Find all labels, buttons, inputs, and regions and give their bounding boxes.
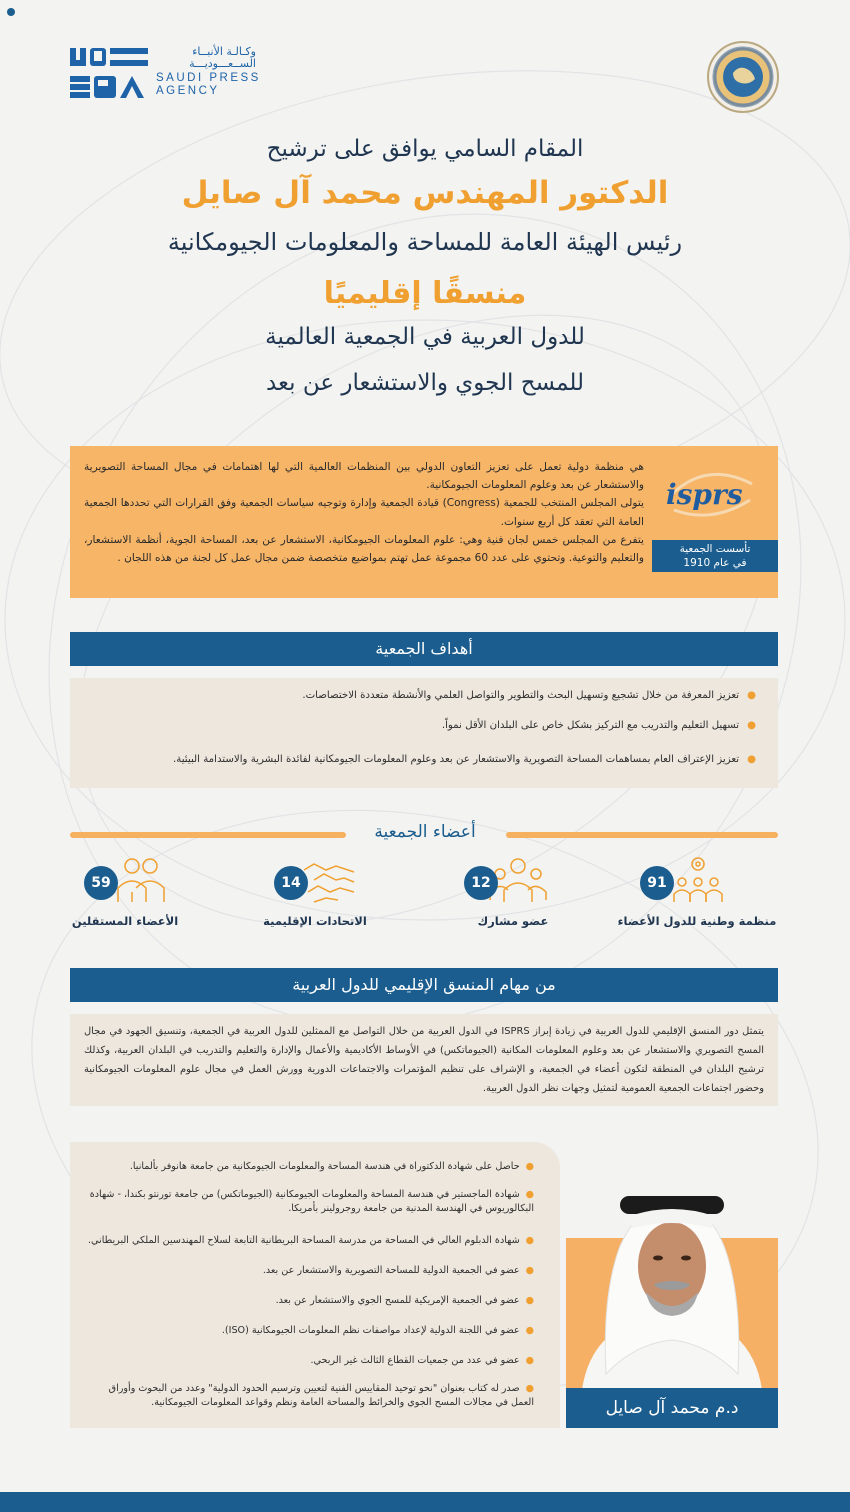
authority-seal-logo [706, 40, 780, 114]
isprs-info-box [70, 446, 778, 598]
title-position: رئيس الهيئة العامة للمساحة والمعلومات الجيومكانية [167, 228, 683, 256]
bullet-icon: ● [747, 720, 756, 731]
founded-badge [652, 540, 778, 572]
bullet-icon: ● [747, 690, 756, 701]
bullet-icon: ● [525, 1295, 534, 1306]
bio-item: ●عضو في عدد من جمعيات القطاع الثالث غير الربحي. [310, 1355, 534, 1366]
spa-logo [68, 44, 261, 106]
footer-bar [0, 1492, 850, 1512]
member-count: 91 [640, 866, 674, 900]
members-divider-left [70, 832, 346, 838]
organization-icon [668, 856, 728, 906]
goal-item: ●تعزيز المعرفة من خلال تشجيع وتسهيل البحث والتطوير والتواصل العلمي والأنشطة متعددة الاختصاصات. [302, 690, 756, 701]
isprs-paragraph-3: يتفرع من المجلس خمس لجان فنية وهي: علوم المعلومات الجيومكانية، الاستشعار عن بعد، المساحة الجوية، أنظمة الاستشعار، والتعليم والتوعية. وتحتوي على عدد 60 مجموعة عمل تهتم بمواضيع متخصصة ضمن مجال عمل كل لجنة من هذه اللجان . [84, 533, 644, 565]
isprs-logo-text: isprs [666, 478, 743, 511]
members-title: أعضاء الجمعية [374, 822, 476, 842]
founded-line2: في عام 1910 [683, 557, 747, 569]
spa-english-line2: AGENCY [156, 85, 220, 97]
bullet-icon: ● [747, 754, 756, 765]
bullet-icon: ● [525, 1325, 534, 1336]
goals-header: أهداف الجمعية [70, 632, 778, 666]
member-stat-independent [40, 856, 210, 936]
title-line-1: المقام السامي يوافق على ترشيح [266, 136, 584, 162]
member-label: منظمة وطنية للدول الأعضاء [617, 914, 777, 928]
member-label: عضو مشارك [477, 914, 549, 928]
isprs-logo [666, 474, 756, 518]
spa-english-line1: SAUDI PRESS [156, 72, 261, 84]
isprs-paragraph-1: هي منظمة دولية تعمل على تعزيز التعاون الدولي بين المنظمات العالمية التي لها اهتمامات في مجال المساحة التصويرية والاستشعار عن بعد وعلوم المعلومات الجيومكانية. [84, 461, 644, 492]
members-divider-right [506, 832, 778, 838]
isprs-paragraph-2: يتولى المجلس المنتخب للجمعية (Congress) قيادة الجمعية وإدارة وتوجيه سياسات الجمعية وفق القرارات التي تحددها الجمعية العامة التي تعقد كل أربع سنوات. [84, 497, 645, 528]
person-name-plate: د.م محمد آل صايل [566, 1388, 778, 1428]
bullet-icon: ● [525, 1383, 534, 1394]
handshake-icon [300, 856, 360, 906]
bio-item: ●حاصل على شهادة الدكتوراة في هندسة المساحة والمعلومات الجيومكانية من جامعة هانوفر بألمانيا. [129, 1161, 534, 1172]
bio-item: ●عضو في الجمعية الدولية للمساحة التصويرية والاستشعار عن بعد. [262, 1265, 534, 1276]
isprs-description [84, 458, 644, 567]
member-label: الاتحادات الإقليمية [263, 914, 367, 928]
bullet-icon: ● [525, 1265, 534, 1276]
spa-mark-icon [68, 46, 150, 102]
goals-box [70, 678, 778, 788]
bullet-icon: ● [525, 1189, 534, 1200]
bullet-icon: ● [525, 1161, 534, 1172]
title-line-5: للدول العربية في الجمعية العالمية [265, 324, 585, 350]
spa-arabic-name [156, 46, 256, 70]
member-count: 14 [274, 866, 308, 900]
member-count: 12 [464, 866, 498, 900]
spa-english-name [156, 72, 266, 98]
team-icon [110, 856, 170, 906]
tasks-description: يتمثل دور المنسق الإقليمي للدول العربية في زيادة إبراز ISPRS في الدول العربية من خلال التواصل مع الممثلين للدول العربية في الجمعية، وتنسيق الجهود في مجال المسح التصويري والاستشعار عن بعد وعلوم المعلومات المكانية (الجيوماتكس) في الأوساط الأكاديمية والأعمال والإدارة والتعليم والتدريب في البلدان العربية، وكذلك ترشيح البلدان في المنطقة لتكون أعضاء في الجمعية، و الإشراف على تنظيم المؤتمرات والاجتماعات الدورية وورش العمل في مجال علوم المعلومات الجيومكانية وحضور اجتماعات الجمعية العمومية لتمثيل وجهات نظر الدول العربية. [84, 1026, 764, 1094]
bio-item: ●شهادة الماجستير في هندسة المساحة والمعلومات الجيومكانية (الجيوماتكس) من جامعة تورنتو بكندا، - شهادة البكالوريوس في الهندسة المدنية من جامعة روجرولينر بأمريكا. [89, 1189, 534, 1214]
tasks-box [70, 1014, 778, 1106]
member-label: الأعضاء المستقلين [71, 914, 179, 928]
spa-arabic-line1: وكـالـة الأنبــاء [192, 45, 256, 58]
bio-box [70, 1142, 560, 1428]
member-stat-organizations [612, 856, 782, 936]
member-stat-participants [428, 856, 598, 936]
tasks-header: من مهام المنسق الإقليمي للدول العربية [70, 968, 778, 1002]
portrait-photo [576, 1174, 768, 1390]
title-role: منسقًا إقليميًا [323, 276, 527, 311]
bio-item: ●عضو في اللجنة الدولية لإعداد مواصفات نظم المعلومات الجيومكانية (ISO). [221, 1325, 534, 1336]
goal-item: ●تعزيز الإعتراف العام بمساهمات المساحة التصويرية والاستشعار عن بعد وعلوم المعلومات الجيومكانية لفائدة البشرية والاستدامة البيئية. [173, 754, 756, 765]
title-name: الدكتور المهندس محمد آل صايل [181, 175, 669, 211]
member-count: 59 [84, 866, 118, 900]
spa-arabic-line2: الســعـــوديـــة [189, 57, 256, 70]
bio-item: ●شهادة الدبلوم العالي في المساحة من مدرسة المساحة البريطانية التابعة لسلاح المهندسين الملكي البريطاني. [87, 1235, 534, 1246]
goal-item: ●تسهيل التعليم والتدريب مع التركيز بشكل خاص على البلدان الأقل نمواً. [441, 720, 756, 731]
member-stat-unions [230, 856, 400, 936]
bio-item: ●صدر له كتاب بعنوان "نحو توحيد المقاييس الفنية لتعيين وترسيم الحدود الدولية" وعدد من البحوث وأوراق العمل في مجالات المسح الجوي والخرائط والمساحة العامة ونظم وقواعد المعلومات الجيومكانية. [108, 1383, 534, 1408]
bullet-icon: ● [525, 1355, 534, 1366]
bio-item: ●عضو في الجمعية الإمريكية للمسح الجوي والاستشعار عن بعد. [275, 1295, 534, 1306]
corner-logo-mark [6, 2, 16, 12]
bullet-icon: ● [525, 1235, 534, 1246]
title-line-6: للمسح الجوي والاستشعار عن بعد [265, 370, 584, 396]
founded-line1: تأسست الجمعية [679, 543, 751, 555]
